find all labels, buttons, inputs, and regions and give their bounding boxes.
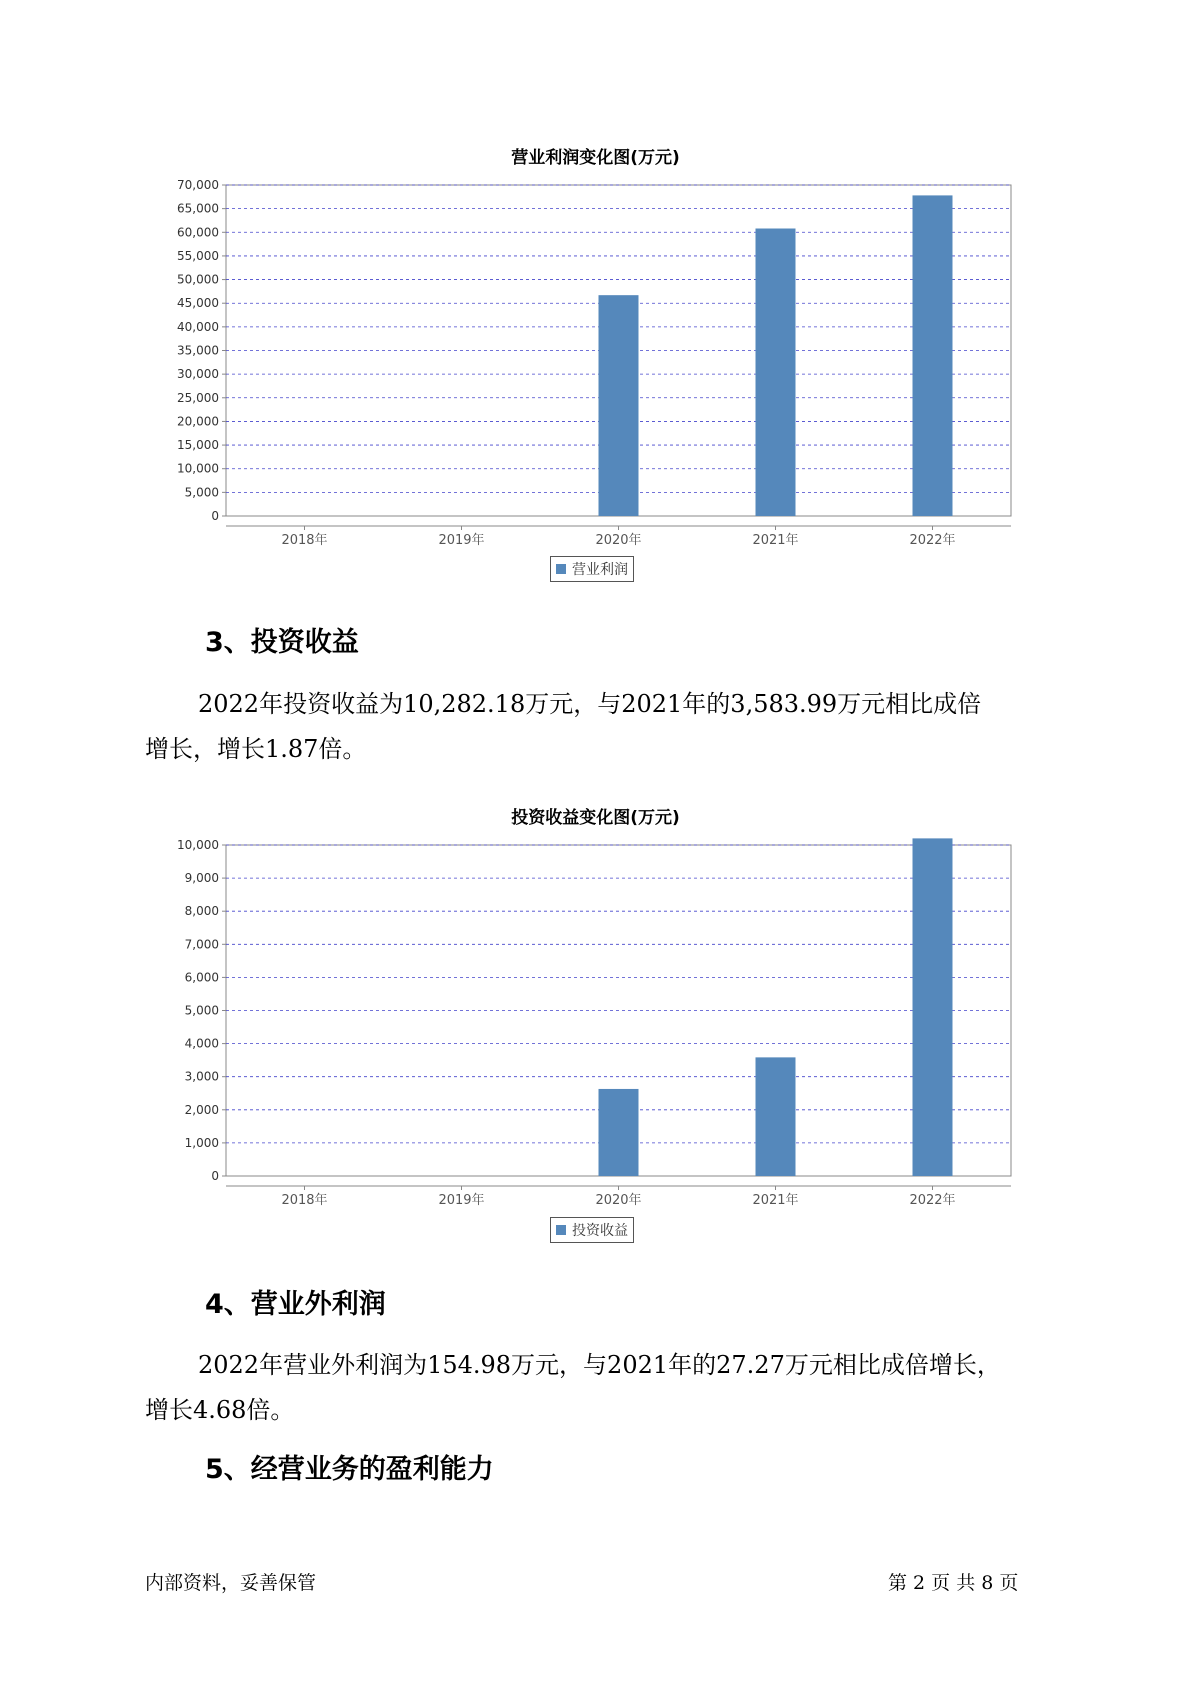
y-tick-label: 30,000: [177, 367, 219, 382]
section-4-line-1: 2022年营业外利润为154.98万元，与2021年的27.27万元相比成倍增长，: [198, 1351, 1001, 1379]
investment-income-chart-svg: [0, 838, 1191, 1208]
y-tick-label: 35,000: [177, 343, 219, 358]
y-tick-label: 20,000: [177, 414, 219, 429]
y-tick-label: 4,000: [184, 1036, 219, 1051]
bar-2022年: [913, 838, 953, 1176]
section-3-heading: 3、投资收益: [205, 627, 359, 658]
y-tick-label: 6,000: [184, 970, 219, 985]
bar-2020年: [599, 1089, 639, 1176]
section-4-line-2: 增长4.68倍。: [145, 1396, 295, 1424]
investment-income-chart: [0, 838, 1191, 1208]
section-3-line-2: 增长，增长1.87倍。: [145, 735, 367, 763]
operating-profit-chart: [0, 178, 1191, 548]
operating-profit-chart-svg: [0, 178, 1191, 548]
section-4-paragraph: [145, 1343, 1075, 1433]
section-3-paragraph: [145, 682, 1075, 772]
y-tick-label: 5,000: [184, 1003, 219, 1018]
y-tick-label: 70,000: [177, 178, 219, 192]
y-tick-label: 0: [211, 1169, 219, 1183]
y-tick-label: 15,000: [177, 438, 219, 453]
legend-swatch-icon: [556, 564, 566, 574]
y-tick-label: 8,000: [184, 904, 219, 919]
section-3-line-1: 2022年投资收益为10,282.18万元，与2021年的3,583.99万元相比成倍: [198, 690, 982, 718]
y-tick-label: 3,000: [184, 1069, 219, 1084]
x-tick-label: 2019年: [438, 533, 485, 548]
chart-2-legend-label: 投资收益: [572, 1223, 628, 1239]
chart-1-title: 营业利润变化图(万元): [511, 148, 680, 168]
y-tick-label: 2,000: [184, 1102, 219, 1117]
x-tick-label: 2018年: [281, 1193, 328, 1208]
footer-page-number: 第 2 页 共 8 页: [888, 1572, 1019, 1594]
bar-2022年: [913, 195, 953, 516]
x-tick-label: 2019年: [438, 1193, 485, 1208]
x-tick-label: 2021年: [752, 1193, 799, 1208]
y-tick-label: 55,000: [177, 248, 219, 263]
chart-1-legend-label: 营业利润: [572, 562, 628, 578]
y-tick-label: 10,000: [177, 838, 219, 852]
chart-1-legend: [550, 556, 634, 582]
y-tick-label: 65,000: [177, 201, 219, 216]
section-4-heading: 4、营业外利润: [205, 1289, 386, 1320]
x-tick-label: 2021年: [752, 533, 799, 548]
x-tick-label: 2020年: [595, 1193, 642, 1208]
y-tick-label: 5,000: [184, 485, 219, 500]
section-5-heading: 5、经营业务的盈利能力: [205, 1454, 494, 1485]
chart-2-legend: [550, 1217, 634, 1243]
bar-2021年: [756, 229, 796, 516]
x-tick-label: 2022年: [909, 533, 956, 548]
x-tick-label: 2018年: [281, 533, 328, 548]
y-tick-label: 45,000: [177, 296, 219, 311]
y-tick-label: 10,000: [177, 461, 219, 476]
legend-swatch-icon: [556, 1225, 566, 1235]
bar-2020年: [599, 295, 639, 516]
y-tick-label: 60,000: [177, 225, 219, 240]
y-tick-label: 9,000: [184, 871, 219, 886]
y-tick-label: 7,000: [184, 937, 219, 952]
chart-2-title: 投资收益变化图(万元): [511, 808, 680, 828]
y-tick-label: 40,000: [177, 319, 219, 334]
y-tick-label: 0: [211, 509, 219, 523]
x-tick-label: 2020年: [595, 533, 642, 548]
x-tick-label: 2022年: [909, 1193, 956, 1208]
bar-2021年: [756, 1057, 796, 1176]
y-tick-label: 1,000: [184, 1135, 219, 1150]
y-tick-label: 25,000: [177, 390, 219, 405]
y-tick-label: 50,000: [177, 272, 219, 287]
footer-confidential-note: 内部资料，妥善保管: [145, 1572, 317, 1594]
